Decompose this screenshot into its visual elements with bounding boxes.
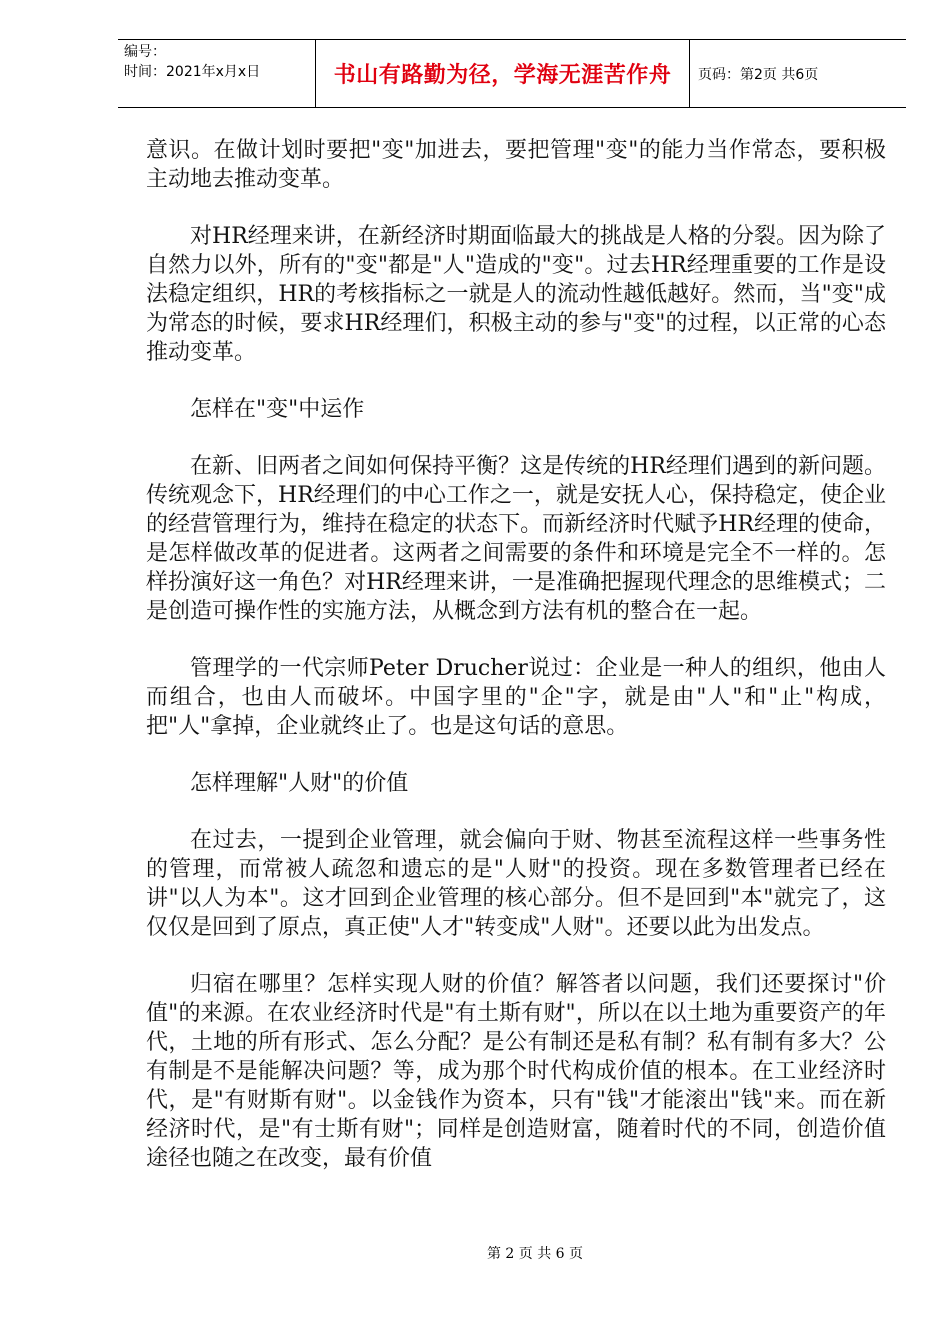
section-heading: 怎样理解"人财"的价值 [190, 771, 409, 796]
header-page-info: 页码：第2页 共6页 [698, 66, 819, 83]
header-meta-cell [118, 40, 316, 107]
header-motto: 书山有路勤为径，学海无涯苦作舟 [316, 40, 690, 107]
document-body [146, 136, 886, 1201]
paragraph: 归宿在哪里？怎样实现人财的价值？解答者以问题，我们还要探讨"价值"的来源。在农业经济时代是"有土斯有财"，所以在以土地为重要资产的年代，土地的所有形式、怎么分配？是公有制还是私有制？私有制有多大？公有制是不是能解决问题？等，成为那个时代构成价值的根本。在工业经济时代，是"有财斯有财"。以金钱作为资本，只有"钱"才能滚出"钱"来。而在新经济时代，是"有士斯有财"；同样是创造财富，随着时代的不同，创造价值途径也随之在改变，最有价值 [146, 972, 886, 1171]
time-label: 时间：2021年x月x日 [124, 64, 261, 80]
paragraph: 在过去，一提到企业管理，就会偏向于财、物甚至流程这样一些事务性的管理，而常被人疏忽和遗忘的是"人财"的投资。现在多数管理者已经在讲"以人为本"。这才回到企业管理的核心部分。但不是回到"本"就完了，这仅仅是回到了原点，真正使"人才"转变成"人财"。还要以此为出发点。 [146, 828, 886, 940]
number-label: 编号： [124, 44, 166, 60]
paragraph: 对HR经理来讲，在新经济时期面临最大的挑战是人格的分裂。因为除了自然力以外，所有的"变"都是"人"造成的"变"。过去HR经理重要的工作是设法稳定组织，HR的考核指标之一就是人的流动性越低越好。然而，当"变"成为常态的时候，要求HR经理们，积极主动的参与"变"的过程，以正常的心态推动变革。 [146, 224, 886, 365]
header-table [118, 39, 906, 108]
paragraph: 在新、旧两者之间如何保持平衡？这是传统的HR经理们遇到的新问题。传统观念下，HR经理们的中心工作之一，就是安抚人心，保持稳定，使企业的经营管理行为，维持在稳定的状态下。而新经济时代赋予HR经理的使命，是怎样做改革的促进者。这两者之间需要的条件和环境是完全不一样的。怎样扮演好这一角色？对HR经理来讲，一是准确把握现代理念的思维模式；二是创造可操作性的实施方法，从概念到方法有机的整合在一起。 [146, 454, 886, 624]
section-heading: 怎样在"变"中运作 [190, 397, 365, 422]
paragraph: 管理学的一代宗师Peter Drucher说过：企业是一种人的组织，他由人而组合，也由人而破坏。中国字里的"企"字，就是由"人"和"止"构成，把"人"拿掉，企业就终止了。也是这句话的意思。 [146, 656, 886, 739]
paragraph: 意识。在做计划时要把"变"加进去，要把管理"变"的能力当作常态，要积极主动地去推动变革。 [146, 138, 886, 192]
page-footer: 第 2 页 共 6 页 [486, 1246, 584, 1262]
